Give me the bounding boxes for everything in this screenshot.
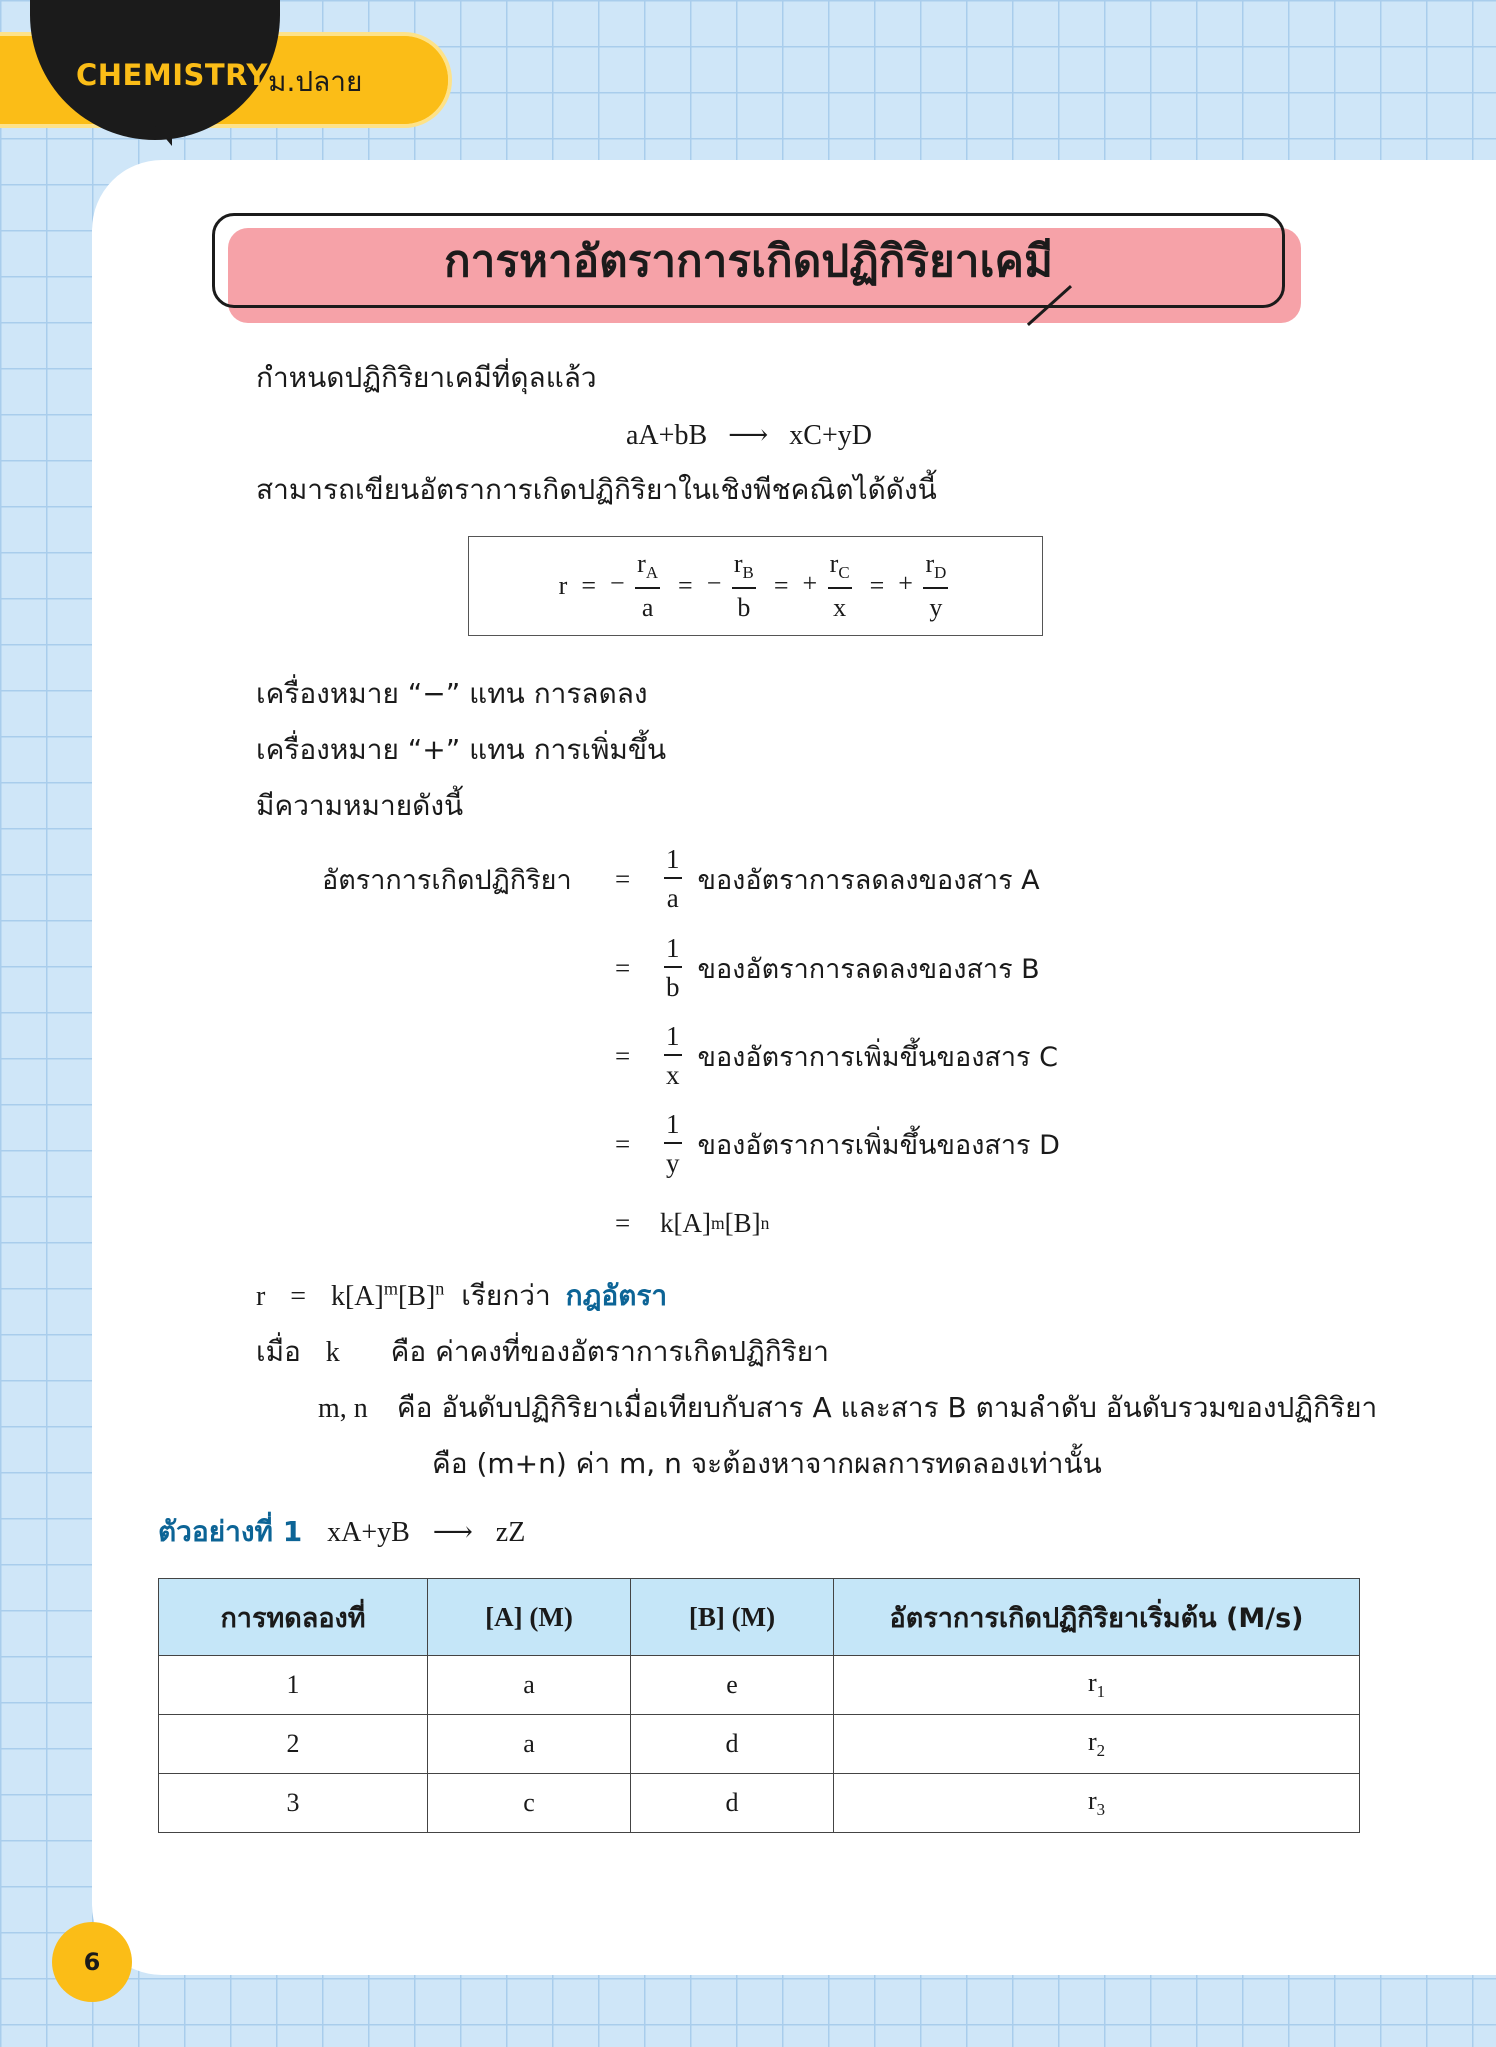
example-arrow: ⟶ (432, 1517, 473, 1548)
example-right: zZ (495, 1517, 526, 1548)
term-den: a (641, 592, 654, 622)
cell-rate (834, 1715, 1360, 1774)
meaning-text: ของอัตราการเพิ่มขึ้นของสาร C (697, 1041, 1058, 1073)
term-sub: C (838, 563, 850, 583)
equals-sign: = (678, 571, 693, 600)
rate-term (610, 551, 664, 620)
meaning-row (322, 846, 1040, 912)
called-text: เรียกว่า (461, 1279, 551, 1312)
note-minus: เครื่องหมาย “−” แทน การลดลง (256, 677, 648, 710)
frac-den: a (666, 883, 679, 913)
rate-symbol: r (1087, 1785, 1097, 1815)
term-den: y (929, 592, 943, 622)
exponent-m: m (383, 1278, 398, 1299)
meaning-row (615, 1111, 1060, 1177)
frac-num: 1 (664, 846, 682, 879)
term-sub: B (742, 563, 754, 583)
frac-den: x (666, 1060, 680, 1090)
definition-mn (318, 1386, 1377, 1430)
equals-sign: = (615, 863, 631, 894)
term-den: b (737, 592, 751, 622)
cell-experiment: 3 (159, 1774, 428, 1833)
rate-symbol: r (256, 1281, 266, 1312)
term-sign: + (802, 568, 818, 598)
table-row (159, 1656, 1360, 1715)
meaning-text: ของอัตราการลดลงของสาร B (697, 953, 1040, 985)
header-conc-a: [A] (M) (428, 1579, 631, 1656)
equals-sign: = (581, 571, 596, 600)
header-initial-rate: อัตราการเกิดปฏิกิริยาเริ่มต้น (M/s) (834, 1579, 1360, 1656)
rate-law-mid: [B] (397, 1281, 436, 1312)
cell-conc-b: e (631, 1656, 834, 1715)
term-sub: D (934, 563, 947, 583)
meaning-label: อัตราการเกิดปฏิกิริยา (322, 864, 572, 896)
rate-symbol: r (558, 571, 568, 600)
table-header-row (159, 1579, 1360, 1656)
cell-conc-b: d (631, 1774, 834, 1833)
rate-law-line (256, 1274, 667, 1318)
cell-experiment: 1 (159, 1656, 428, 1715)
example-left: xA+yB (327, 1517, 410, 1548)
rate-term (898, 551, 952, 620)
k-definition: คือ ค่าคงที่ของอัตราการเกิดปฏิกิริยา (390, 1335, 829, 1368)
term-sign: + (898, 568, 913, 598)
rate-symbol: r (1087, 1726, 1097, 1756)
table-row (159, 1774, 1360, 1833)
meaning-row (615, 935, 1040, 1001)
experiment-table (158, 1578, 1360, 1833)
equals-sign: = (615, 1040, 631, 1071)
cell-rate (834, 1656, 1360, 1715)
cell-conc-b: d (631, 1715, 834, 1774)
rate-sub: 2 (1096, 1741, 1106, 1761)
meaning-text: ของอัตราการลดลงของสาร A (697, 864, 1040, 896)
frac-num: 1 (664, 935, 682, 968)
level-label: ม.ปลาย (268, 65, 363, 98)
example-label: ตัวอย่างที่ 1 (158, 1515, 303, 1548)
term-sign: − (706, 568, 722, 598)
header-conc-b: [B] (M) (631, 1579, 834, 1656)
frac-den: y (666, 1148, 680, 1178)
speech-bubble-tail (150, 120, 172, 146)
reaction-right: xC+yD (789, 420, 872, 451)
meaning-final-row (615, 1208, 769, 1239)
equals-sign: = (290, 1281, 307, 1312)
frac-num: 1 (664, 1023, 682, 1056)
cell-conc-a: a (428, 1715, 631, 1774)
term-sign: − (609, 568, 625, 598)
rate-law-base: k[A] (330, 1281, 384, 1312)
equals-sign: = (615, 1208, 631, 1238)
equals-sign: = (869, 571, 885, 600)
algebra-text: สามารถเขียนอัตราการเกิดปฏิกิริยาในเชิงพีชคณิตได้ดังนี้ (256, 473, 937, 506)
page-number: 6 (52, 1922, 132, 2002)
term-sub: A (645, 563, 659, 583)
frac-num: 1 (664, 1111, 682, 1144)
rate-sub: 3 (1096, 1800, 1106, 1820)
term-num: r (829, 549, 839, 579)
example-heading (158, 1510, 525, 1554)
rate-law-mid: [B] (724, 1208, 761, 1238)
subject-label: CHEMISTRY (76, 58, 268, 92)
rate-symbol: r (1087, 1667, 1097, 1697)
mn-symbol: m, n (318, 1393, 368, 1424)
equals-sign: = (615, 1128, 631, 1159)
exponent-n: n (760, 1213, 770, 1233)
when-text: เมื่อ (256, 1335, 301, 1368)
term-num: r (733, 549, 743, 579)
rate-formula-box (468, 536, 1043, 636)
cell-experiment: 2 (159, 1715, 428, 1774)
definition-k (256, 1330, 829, 1374)
term-num: r (637, 549, 646, 579)
term-den: x (833, 592, 847, 622)
reaction-arrow: ⟶ (728, 420, 769, 451)
meaning-text: ของอัตราการเพิ่มขึ้นของสาร D (697, 1129, 1060, 1161)
header-experiment: การทดลองที่ (159, 1579, 428, 1656)
note-meaning: มีความหมายดังนี้ (256, 789, 464, 822)
frac-den: b (666, 972, 680, 1002)
term-num: r (925, 549, 935, 579)
rate-law-base: k[A] (660, 1208, 711, 1238)
intro-text: กำหนดปฏิกิริยาเคมีที่ดุลแล้ว (256, 361, 597, 394)
table-row (159, 1715, 1360, 1774)
meaning-row (615, 1023, 1058, 1089)
equals-sign: = (773, 571, 789, 600)
page-title: การหาอัตราการเกิดปฏิกิริยาเคมี (444, 235, 1053, 287)
mn-definition: คือ อันดับปฏิกิริยาเมื่อเทียบกับสาร A และสาร B ตามลำดับ อันดับรวมของปฏิกิริยา (396, 1391, 1378, 1424)
cell-rate (834, 1774, 1360, 1833)
exponent-n: n (435, 1278, 445, 1299)
k-symbol: k (325, 1337, 340, 1368)
note-plus: เครื่องหมาย “+” แทน การเพิ่มขึ้น (256, 733, 667, 766)
rate-sub: 1 (1096, 1682, 1106, 1702)
cell-conc-a: c (428, 1774, 631, 1833)
reaction-equation (626, 418, 872, 452)
exponent-m: m (710, 1213, 725, 1233)
equals-sign: = (615, 952, 631, 983)
definition-mn-cont: คือ (m+n) ค่า m, n จะต้องหาจากผลการทดลองเท่านั้น (432, 1447, 1102, 1480)
rate-term (803, 551, 856, 620)
reaction-left: aA+bB (626, 420, 708, 451)
rate-term (707, 551, 760, 620)
cell-conc-a: a (428, 1656, 631, 1715)
rate-law-name: กฎอัตรา (565, 1279, 668, 1312)
